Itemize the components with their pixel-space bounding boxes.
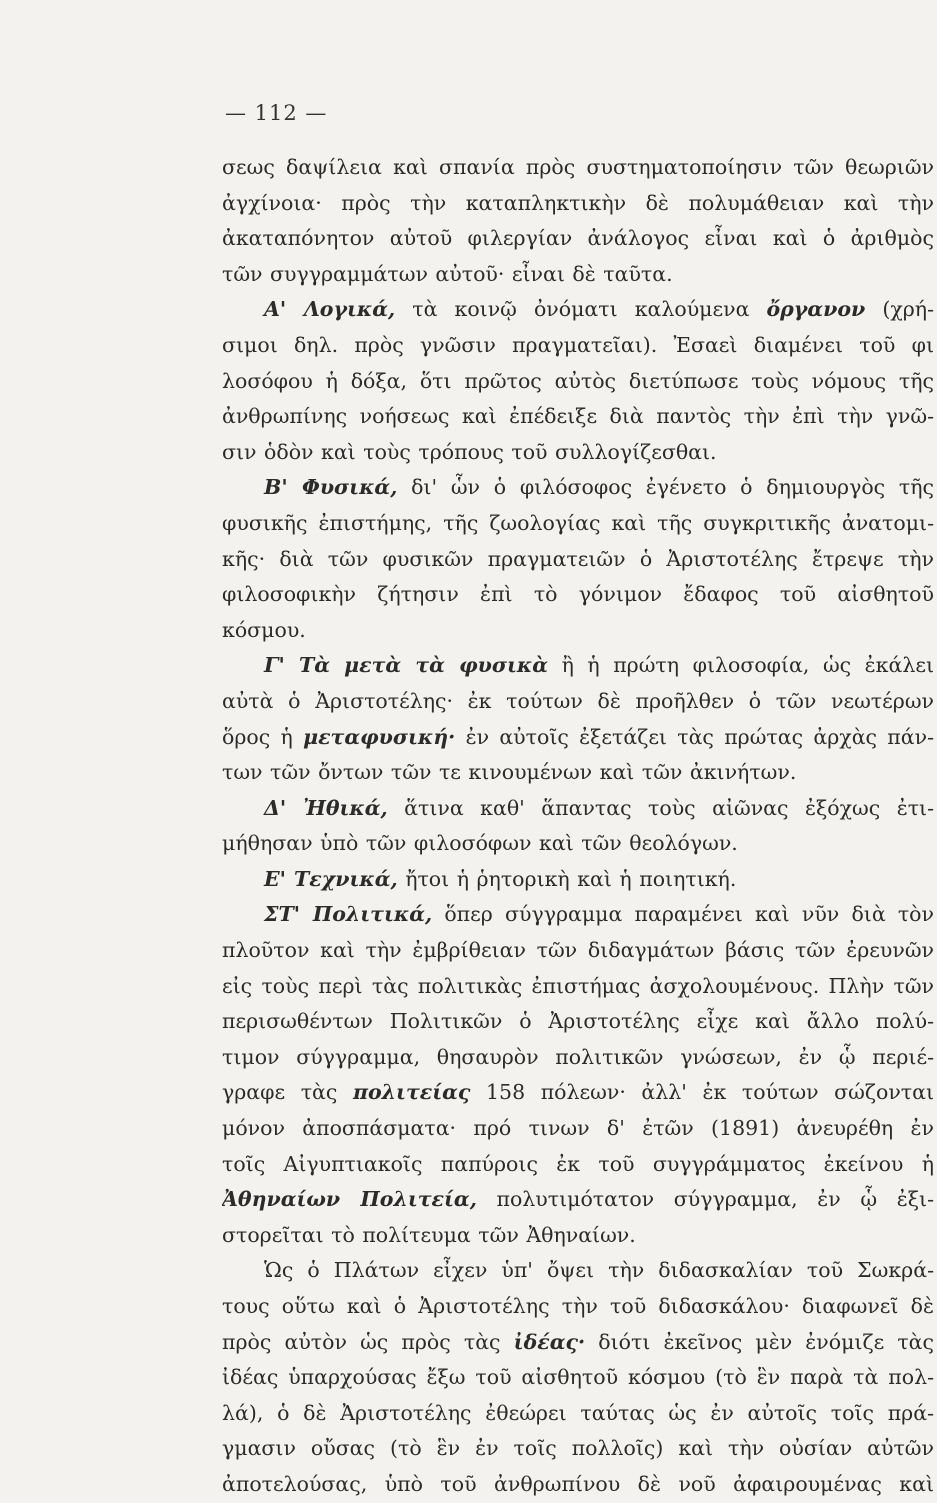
body-text (222, 150, 934, 1503)
emphasized-term: ὄργανον (766, 297, 866, 322)
section-heading: ΣΤ' Πολιτικά, (264, 902, 433, 927)
emphasized-term: ἰδέας· (513, 1329, 586, 1354)
text-line (222, 1218, 934, 1254)
text-line (222, 150, 934, 186)
line-text: αὐτὰ ὁ Ἀριστοτέλης· ἐκ τούτων δὲ προῆλθεν ὁ τῶν νεωτέρων (222, 688, 934, 713)
text-line (222, 577, 934, 613)
line-text: ἤτοι ἡ ῥητορικὴ καὶ ἡ ποιητική. (397, 866, 737, 891)
line-text: σιμοι δηλ. πρὸς γνῶσιν πραγματεῖαι). Ἐσαεὶ διαμένει τοῦ φι (222, 332, 934, 357)
section-heading: Ε' Τεχνικά, (264, 866, 398, 891)
text-line (222, 1147, 934, 1183)
line-text: σιν ὁδὸν καὶ τοὺς τρόπους τοῦ συλλογίζεσθαι. (222, 439, 717, 464)
emphasized-term: πολιτείας (352, 1080, 471, 1105)
text-line (222, 1111, 934, 1147)
text-line (222, 755, 934, 791)
line-text: μήθησαν ὑπὸ τῶν φιλοσόφων καὶ τῶν θεολόγων. (222, 831, 738, 856)
line-text: ἰδέας ὑπαρχούσας ἔξω τοῦ αἰσθητοῦ κόσμου (τὸ ἓν παρὰ τὰ πολ- (222, 1365, 934, 1390)
text-line (222, 221, 934, 257)
section-heading: Α' Λογικά, (264, 297, 396, 322)
text-line (222, 186, 934, 222)
text-line (222, 399, 934, 435)
text-line (222, 1004, 934, 1040)
text-line (222, 328, 934, 364)
text-line (222, 1289, 934, 1325)
line-text: πλοῦτον καὶ τὴν ἐμβρίθειαν τῶν διδαγμάτων βάσις τῶν ἐρευνῶν (222, 938, 934, 963)
line-text: ἅτινα καθ' ἅπαντας τοὺς αἰῶνας ἐξόχως ἐτι- (387, 795, 934, 820)
line-text: των τῶν ὄντων τῶν τε κινουμένων καὶ τῶν ἀκινήτων. (222, 760, 797, 785)
line-text: λοσόφου ἡ δόξα, ὅτι πρῶτος αὐτὸς διετύπωσε τοὺς νόμους τῆς (222, 368, 934, 393)
line-text: τιμον σύγγραμμα, θησαυρὸν πολιτικῶν γνώσεων, ἐν ᾧ περιέ- (222, 1044, 934, 1069)
text-line (222, 1360, 934, 1396)
section-heading: Ἀθηναίων Πολιτεία, (222, 1187, 477, 1212)
line-text-tail: 158 πόλεων· ἀλλ' ἐκ τούτων σώζονται (470, 1080, 934, 1105)
line-text: σεως δαψίλεια καὶ σπανία πρὸς συστηματοποίησιν τῶν θεωριῶν (222, 155, 934, 179)
line-text-tail: ἐν αὐτοῖς ἐξετάζει τὰς πρώτας ἀρχὰς πάν- (455, 724, 934, 749)
line-text: φιλοσοφικὴν ζήτησιν ἐπὶ τὸ γόνιμον ἔδαφος τοῦ αἰσθητοῦ (222, 582, 934, 607)
line-text: πρὸς αὐτὸν ὡς πρὸς τὰς (222, 1329, 514, 1354)
text-line (222, 364, 934, 400)
line-text: Ὡς ὁ Πλάτων εἶχεν ὑπ' ὄψει τὴν διδασκαλίαν τοῦ Σωκρά- (264, 1258, 934, 1283)
line-text: δι' ὧν ὁ φιλόσοφος ἐγένετο ὁ δημιουργὸς τῆς (397, 475, 934, 500)
line-text-tail: (χρή- (865, 297, 934, 322)
line-text: κόσμου. (222, 617, 306, 642)
text-line (222, 648, 934, 684)
line-text: ἢ ἡ πρώτη φιλοσοφία, ὡς ἐκάλει (548, 653, 934, 678)
text-line (222, 862, 934, 898)
line-text: γραφε τὰς (222, 1080, 353, 1105)
line-text: ὅπερ σύγγραμμα παραμένει καὶ νῦν διὰ τὸν (432, 902, 934, 927)
text-line (222, 684, 934, 720)
text-line (222, 292, 934, 328)
page-number: — 112 — (225, 101, 328, 125)
text-line (222, 1075, 934, 1111)
text-line (222, 1040, 934, 1076)
text-line (222, 969, 934, 1005)
line-text: ἀποτελούσας, ὑπὸ τοῦ ἀνθρωπίνου δὲ νοῦ ἀφαιρουμένας καὶ (222, 1471, 934, 1496)
line-text: τῶν συγγραμμάτων αὐτοῦ· εἶναι δὲ ταῦτα. (222, 261, 673, 286)
line-text-tail: διότι ἐκεῖνος μὲν ἐνόμιζε τὰς (585, 1329, 934, 1354)
text-line (222, 897, 934, 933)
text-line (222, 257, 934, 293)
line-text: ἀκαταπόνητον αὐτοῦ φιλεργίαν ἀνάλογος εἶναι καὶ ὁ ἀριθμὸς (222, 226, 934, 251)
text-line (222, 791, 934, 827)
line-text: εἰς τοὺς περὶ τὰς πολιτικὰς ἐπιστήμας ἀσχολουμένους. Πλὴν τῶν (222, 973, 934, 998)
line-text: φυσικῆς ἐπιστήμης, τῆς ζωολογίας καὶ τῆς συγκριτικῆς ἀνατομι- (222, 510, 934, 535)
text-line (222, 1467, 934, 1503)
text-line (222, 542, 934, 578)
line-text: περισωθέντων Πολιτικῶν ὁ Ἀριστοτέλης εἶχε καὶ ἄλλο πολύ- (222, 1009, 934, 1034)
text-line (222, 1431, 934, 1467)
line-text: λά), ὁ δὲ Ἀριστοτέλης ἐθεώρει ταύτας ὡς ἐν αὐτοῖς τοῖς πρά- (222, 1400, 934, 1425)
line-text: μόνον ἀποσπάσματα· πρό τινων δ' ἐτῶν (1891) ἀνευρέθη ἐν (222, 1116, 934, 1141)
line-text: στορεῖται τὸ πολίτευμα τῶν Ἀθηναίων. (222, 1222, 636, 1247)
text-line (222, 470, 934, 506)
line-text: κῆς· διὰ τῶν φυσικῶν πραγματειῶν ὁ Ἀριστοτέλης ἔτρεψε τὴν (222, 546, 934, 571)
line-text: ὅρος ἡ (222, 724, 304, 749)
line-text: ἀγχίνοια· πρὸς τὴν καταπληκτικὴν δὲ πολυμάθειαν καὶ τὴν (222, 190, 934, 215)
section-heading: Γ' Τὰ μετὰ τὰ φυσικὰ (264, 653, 549, 678)
text-line (222, 1396, 934, 1432)
text-line (222, 1253, 934, 1289)
text-line (222, 720, 934, 756)
text-line (222, 613, 934, 649)
line-text: γμασιν οὔσας (τὸ ἓν ἐν τοῖς πολλοῖς) καὶ τὴν οὐσίαν αὐτῶν (222, 1436, 934, 1461)
line-text: ἀνθρωπίνης νοήσεως καὶ ἐπέδειξε διὰ παντὸς τὴν ἐπὶ τὴν γνῶ- (222, 404, 934, 429)
text-line (222, 506, 934, 542)
line-text: πολυτιμότατον σύγγραμμα, ἐν ᾧ ἐξι- (476, 1187, 934, 1212)
emphasized-term: μεταφυσική· (303, 724, 456, 749)
line-text: τοῖς Αἰγυπτιακοῖς παπύροις ἐκ τοῦ συγγράμματος ἐκείνου ἡ (222, 1151, 934, 1176)
line-text: τους οὕτω καὶ ὁ Ἀριστοτέλης τὴν τοῦ διδασκάλου· διαφωνεῖ δὲ (222, 1294, 934, 1318)
text-line (222, 1325, 934, 1361)
line-text: τὰ κοινῷ ὀνόματι καλούμενα (395, 297, 767, 322)
text-line (222, 435, 934, 471)
text-line (222, 933, 934, 969)
text-line (222, 1182, 934, 1218)
text-line (222, 826, 934, 862)
section-heading: Δ' Ἠθικά, (264, 795, 388, 820)
section-heading: Β' Φυσικά, (264, 475, 398, 500)
